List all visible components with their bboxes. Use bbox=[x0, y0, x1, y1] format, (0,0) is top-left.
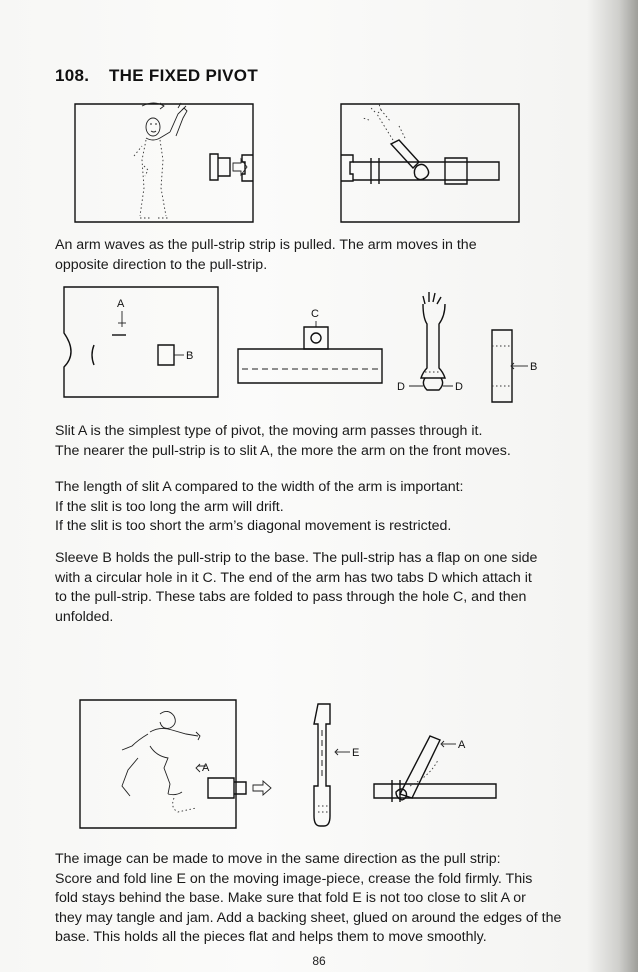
text-line: unfolded. bbox=[55, 608, 114, 625]
label-a: A bbox=[117, 298, 125, 310]
text-line: opposite direction to the pull-strip. bbox=[55, 256, 268, 273]
text-line: If the slit is too short the arm’s diagonal movement is restricted. bbox=[55, 518, 452, 534]
figure-arm-tabs bbox=[395, 290, 465, 400]
text-line: fold stays behind the base. Make sure that fold E is not too close to slit A or bbox=[55, 890, 526, 906]
figure-waving-man bbox=[74, 100, 254, 225]
section-title: THE FIXED PIVOT bbox=[109, 66, 259, 85]
text-line: The length of slit A compared to the width of the arm is important: bbox=[55, 479, 464, 495]
text-line: Score and fold line E on the moving image-piece, crease the fold firmly. This bbox=[55, 870, 533, 887]
page-number: 86 bbox=[312, 954, 326, 968]
figure-strip-slit bbox=[370, 728, 500, 810]
label-d: D bbox=[397, 381, 405, 393]
label-a: A bbox=[458, 739, 466, 751]
figure-base-slit-sleeve bbox=[62, 285, 222, 400]
text-line: Sleeve B holds the pull-strip to the base. The pull-strip has a flap on one side bbox=[55, 550, 538, 566]
label-c: C bbox=[311, 308, 319, 320]
label-e: E bbox=[352, 747, 360, 759]
label-b: B bbox=[186, 350, 194, 362]
paragraph-4 bbox=[55, 549, 595, 627]
section-number: 108. bbox=[55, 66, 90, 85]
section-heading bbox=[55, 66, 258, 86]
text-line: Slit A is the simplest type of pivot, the moving arm passes through it. bbox=[55, 423, 483, 439]
label-d: D bbox=[455, 381, 463, 393]
label-b: B bbox=[530, 361, 538, 373]
paragraph-5 bbox=[55, 850, 595, 948]
figure-arm-on-strip bbox=[339, 100, 521, 225]
text-line: The nearer the pull-strip is to slit A, the more the arm on the front moves. bbox=[55, 442, 511, 459]
text-line: to the pull-strip. These tabs are folded to pass through the hole C, and then bbox=[55, 589, 527, 605]
text-line: The image can be made to move in the same direction as the pull strip: bbox=[55, 851, 501, 867]
figure-sleeve bbox=[488, 328, 548, 404]
figure-pull-strip-flap bbox=[236, 305, 386, 385]
text-line: they may tangle and jam. Add a backing sheet, glued on around the edges of the bbox=[55, 909, 562, 926]
paragraph-3 bbox=[55, 478, 595, 537]
paragraph-2 bbox=[55, 422, 595, 461]
paragraph-1 bbox=[55, 236, 595, 275]
text-line: If the slit is too long the arm will drift. bbox=[55, 498, 284, 515]
figure-fold-line bbox=[310, 700, 370, 828]
text-line: with a circular hole in it C. The end of the arm has two tabs D which attach it bbox=[55, 569, 532, 586]
figure-running-man bbox=[78, 698, 283, 830]
text-line: An arm waves as the pull-strip strip is pulled. The arm moves in the bbox=[55, 237, 477, 253]
text-line: base. This holds all the pieces flat and helps them to move smoothly. bbox=[55, 929, 487, 945]
label-a: A bbox=[202, 762, 210, 774]
